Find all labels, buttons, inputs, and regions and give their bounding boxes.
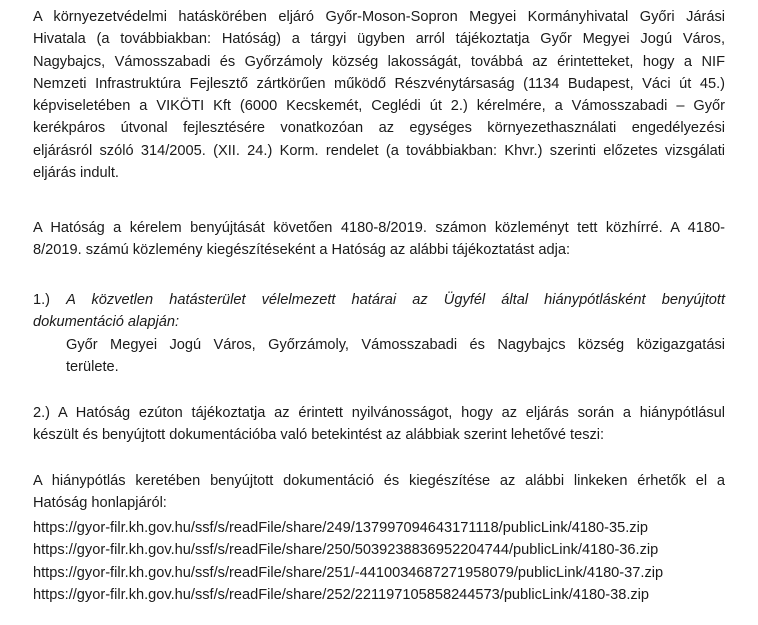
announcement-paragraph: [33, 217, 725, 262]
text-line: 2.) A Hatóság ezúton tájékoztatja az érintett nyilvánosságot, hogy az eljárás során a hiánypótlásul: [33, 405, 725, 421]
text-line: Hivatala (a továbbiakban: Hatóság) a tárgyi ügyben arról tájékoztatja Győr Megyei Jogú Város,: [33, 31, 725, 48]
download-link-4180-38[interactable]: https://gyor-filr.kh.gov.hu/ssf/s/readFile/share/252/221197105858244573/publicLink/4180-38.zip: [33, 586, 650, 603]
text-line: területe.: [66, 359, 119, 376]
text-line: eljárás indult.: [33, 165, 119, 182]
text-line: A környezetvédelmi hatáskörében eljáró Győr-Moson-Sopron Megyei Kormányhivatal Győri Járási: [33, 9, 725, 25]
text-line: A Hatóság a kérelem benyújtását követően 4180-8/2019. számon közleményt tett közhírré. A 4180-: [33, 220, 725, 236]
intro-paragraph: [33, 6, 725, 184]
item-1: [33, 289, 725, 334]
text-line: képviseletében a VIKÖTI Kft (6000 Kecskemét, Ceglédi út 2.) kérelmére, a Vámosszabadi – Győr: [33, 98, 725, 115]
text-line: eljárásról szóló 314/2005. (XII. 24.) Korm. rendelet (a továbbiakban: Khvr.) szerinti előzetes vizsgálati: [33, 142, 725, 159]
text-line: Nagybajcs, Vámosszabadi és Győrzámoly község lakosságát, továbbá az érintetteket, hogy a NIF: [33, 53, 725, 70]
text-line: készült és benyújtott dokumentációba való betekintést az alábbiak szerint lehetővé teszi:: [33, 427, 605, 444]
links-intro-paragraph: [33, 470, 725, 515]
text-line: A hiánypótlás keretében benyújtott dokumentáció és kiegészítése az alábbi linkeken érhetők el a: [33, 473, 725, 489]
download-link-4180-36[interactable]: https://gyor-filr.kh.gov.hu/ssf/s/readFile/share/250/5039238836952204744/publicLink/4180-36.zip: [33, 542, 659, 559]
text-line: Nemzeti Infrastruktúra Fejlesztő zártkörűen működő Részvénytársaság (1134 Budapest, Váci út 45.): [33, 75, 725, 92]
item-1-number: 1.): [33, 292, 51, 308]
text-line: Győr Megyei Jogú Város, Győrzámoly, Vámosszabadi és Nagybajcs község közigazgatási: [66, 337, 725, 353]
download-link-4180-37[interactable]: https://gyor-filr.kh.gov.hu/ssf/s/readFile/share/251/-4410034687271958079/publicLink/4180-37.zip: [33, 564, 664, 581]
text-line: 8/2019. számú közlemény kiegészítéseként a Hatóság az alábbi tájékoztatást adja:: [33, 242, 571, 259]
item-1-detail: [66, 334, 725, 379]
download-links: [33, 517, 663, 606]
item-1-line: [33, 289, 725, 311]
item-1-heading: A közvetlen hatásterület vélelmezett határai az Ügyfél által hiánypótlásként benyújtott: [66, 292, 725, 308]
download-link-4180-35[interactable]: https://gyor-filr.kh.gov.hu/ssf/s/readFile/share/249/137997094643171118/publicLink/4180-35.zip: [33, 520, 648, 536]
item-1-heading-cont: dokumentáció alapján:: [33, 314, 180, 331]
text-line: kerékpáros útvonal fejlesztésére vonatkozóan az egységes környezethasználati engedélyezési: [33, 120, 725, 137]
text-line: Hatóság honlapjáról:: [33, 495, 167, 512]
item-2: [33, 402, 725, 447]
